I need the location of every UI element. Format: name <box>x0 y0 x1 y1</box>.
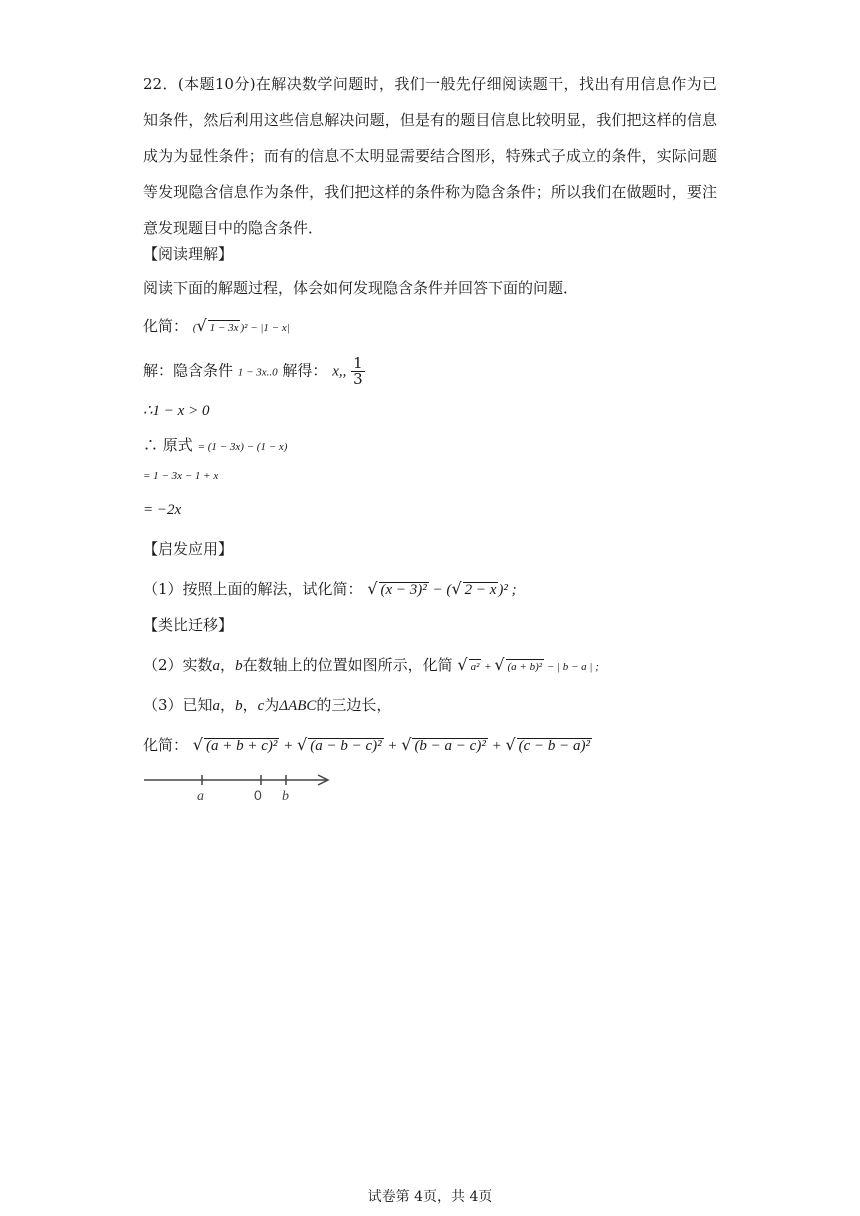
simplify-radicand: 1 − 3x <box>209 322 239 334</box>
q2-plus: + <box>481 661 495 673</box>
reading-simplify <box>143 315 290 336</box>
reading-instruction: 阅读下面的解题过程，体会如何发现隐含条件并回答下面的问题． <box>143 279 579 297</box>
q3-text-b: 为 <box>264 696 280 714</box>
page-footer: 试卷第 4页，共 4页 <box>367 1189 493 1205</box>
q2-radicand-1: a² <box>470 661 480 673</box>
q3-radicand-2: (a − b − c)² <box>310 738 382 754</box>
q3-simplify-label: 化简： <box>143 736 189 754</box>
q3-text-c: 的三边长， <box>316 696 392 714</box>
solution-label: 解：隐含条件 <box>143 361 234 380</box>
simplify-expression: (√ 1 − 3x )² − |1 − x| <box>192 316 290 335</box>
q2-var-a: a <box>212 658 221 674</box>
q1-radicand-2: 2 − x <box>464 582 497 598</box>
q3-var-c: c <box>257 698 265 714</box>
q3-var-b: b <box>235 698 243 714</box>
label-zero: 0 <box>254 787 262 803</box>
inspire-heading: 【启发应用】 <box>143 540 234 558</box>
q3-radicand-3: (b − a − c)² <box>414 738 486 754</box>
step2-label: ∴ 原式 <box>143 436 193 454</box>
q2-expression: √ a² + √ (a + b)² − | b − a | ; <box>457 655 599 674</box>
q3-triangle: ΔABC <box>279 698 317 714</box>
q1-mid: − ( <box>428 582 452 598</box>
q2-text-a: （2）实数 <box>143 656 213 674</box>
q3-sep-1: ， <box>220 696 236 714</box>
q2-var-b: b <box>235 658 243 674</box>
q2-tail: − | b − a | ; <box>544 661 599 673</box>
one-third-fraction: $\frac{1}{3}$ <box>353 354 363 388</box>
q1-radicand-1: (x − 3)² <box>380 582 427 598</box>
reading-heading: 【阅读理解】 <box>143 245 234 263</box>
q1-expression: √ (x − 3)² − (√ 2 − x )² ; <box>367 579 517 598</box>
question-2 <box>143 654 599 675</box>
q3-var-a: a <box>212 698 221 714</box>
solution-step-1: ∴1 − x > 0 <box>143 403 210 419</box>
q2-radicand-2: (a + b)² <box>507 661 543 673</box>
simplify-label: 化简： <box>143 317 189 335</box>
solution-result: x,, <box>332 363 347 380</box>
number-line-diagram <box>140 768 340 808</box>
question-3 <box>143 694 391 715</box>
question-1 <box>143 578 517 599</box>
simplify-tail: ² − |1 − x| <box>244 322 290 334</box>
question-3-expression <box>143 734 592 755</box>
q3-radicand-4: (c − b − a)² <box>518 738 591 754</box>
step2-expression: = (1 − 3x) − (1 − x) <box>197 441 288 453</box>
solution-mid: 解得： <box>282 361 328 380</box>
label-a: a <box>197 789 204 804</box>
reading-solution <box>143 356 365 387</box>
solution-step-3: = 1 − 3x − 1 + x <box>143 470 219 482</box>
q1-tail: )² ; <box>498 582 517 598</box>
label-b: b <box>282 789 289 804</box>
q3-radicand-1: (a + b + c)² <box>206 738 278 754</box>
q3-plus-3: + <box>487 738 506 754</box>
q1-text: （1）按照上面的解法，试化简： <box>143 580 363 598</box>
solution-step-2 <box>143 434 287 455</box>
solution-step-4: = −2x <box>143 502 182 518</box>
analogy-heading: 【类比迁移】 <box>143 616 234 634</box>
q3-plus-2: + <box>383 738 402 754</box>
q3-sep-2: ， <box>242 696 258 714</box>
q2-text-c: 在数轴上的位置如图所示，化简 <box>242 656 453 674</box>
solution-condition: 1 − 3x..0 <box>237 366 278 379</box>
q3-text-a: （3）已知 <box>143 696 213 714</box>
q2-text-b: ， <box>220 656 236 674</box>
problem-intro: 22．(本题10分)在解决数学问题时，我们一般先仔细阅读题干，找出有用信息作为已知条件，然后利用这些信息解决问题，但是有的题目信息比较明显，我们把这样的信息成为为显性条件；而有的信息不太明显需要结合图形，特殊式子成立的条件，实际问题等发现隐含信息作为条件，我们把这样的条件称为隐含条件；所以我们在做题时，要注意发现题目中的隐含条件． <box>143 75 717 237</box>
q3-plus-1: + <box>279 738 298 754</box>
q3-expression: √ (a + b + c)² + √ (a − b − c)² + √ (b − a − c)² + √ (c − b − a)² <box>192 735 591 754</box>
